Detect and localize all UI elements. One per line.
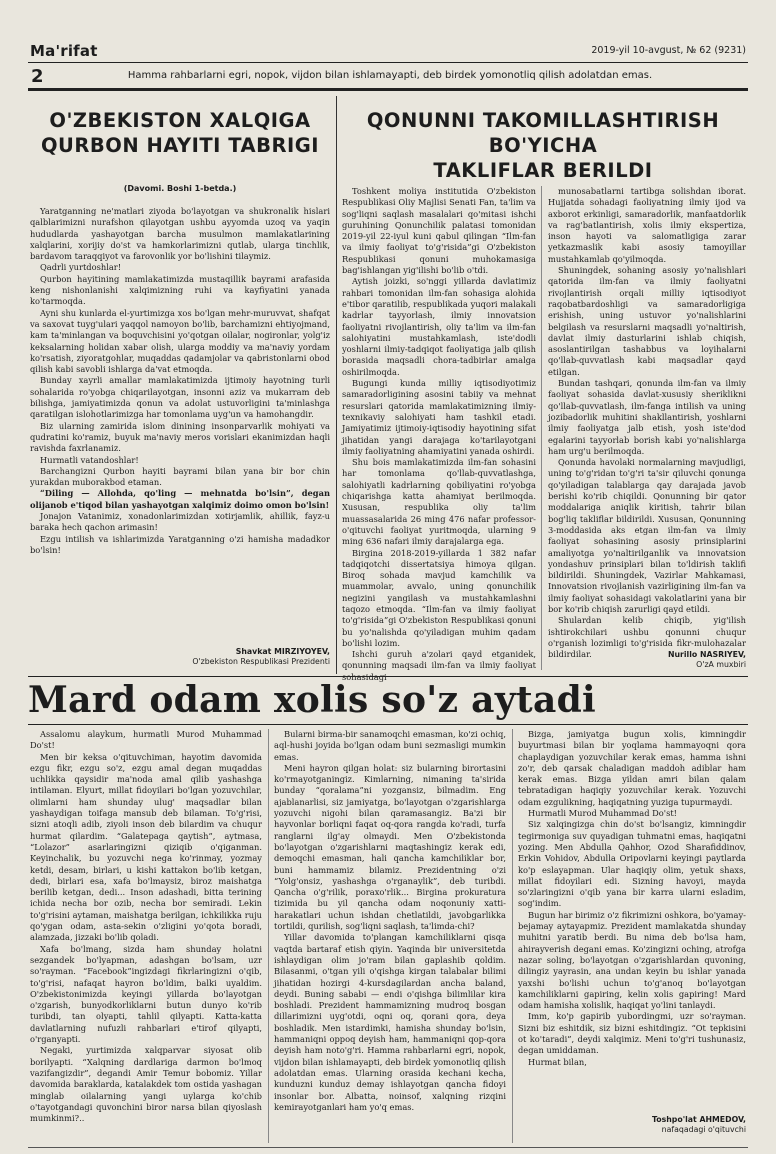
paragraph: Shulardan kelib chiqib, yig'ilish ishtirokchilari ushbu qonunni chuqur o'rganish lozimligi to'g'risida fikr-mulohazalar bildirdilar.	[548, 615, 746, 660]
paragraph: Men bir keksa o'qituvchiman, hayotim davomida ezgu fikr, ezgu so'z, ezgu amal degan muqaddas uchlikka qaysidir ma'noda amal qilib yashashga intilaman. Elyurt, millat fidoyilari bo'lgan yozuvchilar, olimlarni ham shunday ulug' maqsadlar bilan yashaydigan toifaga mansub deb bilaman. To'g'risi, sizni atoqli adib, ziyoli inson deb bilardim va chuqur hurmat qilardim. “Galatepaga qaytish”, aytmasa, “Lolazor” asarlaringizni qiziqib o'qiganman. Keyinchalik, bu yozuvchi nega ko'rinmay, yozmay ketdi, desam, birlari, u kishi kattakon bo'lib ketgan, dedi, birlari esa, xafa bo'lmaysiz, biroz maishatga berilib ketgan, dedi... Inson adashadi, bitta terining ichida necha bor ozib, necha bor semiradi. Lekin to'g'risini aytaman, maishatga berilgan, ichkilikka ruju qo'ygan odam, asta-sekin o'zligini yo'qota boradi, alamzada, jizzaki bo'lib qoladi.	[30, 751, 262, 943]
paragraph: Shu bois mamlakatimizda ilm-fan sohasini har tomonlama qo'llab-quvvatlashga, salohiyatli kadrlarning qobiliyatini ro'yobga chiqarishga katta ahamiyat berilmoqda. Xususan, respublika oliy ta'lim muassasalarida 26 ming 476 nafar professor-o'qituvchi faoliyat yuritmoqda, ularning 9 ming 636 nafari ilmiy darajalarga ega.	[342, 457, 536, 547]
article3-column-3	[518, 729, 746, 1107]
footer-rule	[28, 1147, 748, 1148]
paragraph: “Diling — Allohda, qo'ling — mehnatda bo'lsin”, degan olijanob e'tiqod bilan yashayotgan xalqimiz doimo omon bo'lsin!	[30, 488, 330, 510]
paragraph: Barchangizni Qurbon hayiti bayrami bilan yana bir bor chin yurakdan muborakbod etaman.	[30, 465, 330, 488]
paragraph: Yaratganning ne'matlari ziyoda bo'layotgan va shukronalik hislari qalblarimizni nurafshon qilayotgan ushbu ayyomda uzoq va yaqin hududlarda yashayotgan barcha musulmon mamlakatlarining xalqlarini, xorijiy do'st va hamkorlarimizni qutlab, ularga tinchlik, bardavom taraqqiyot va farovonlik yor bo'lishini tilaymiz.	[30, 206, 330, 262]
paragraph: Birgina 2018-2019-yillarda 1 382 nafar tadqiqotchi dissertatsiya himoya qilgan. Biroq sohada mavjud kamchilik va muammolar, avvalo, uning qonunchilik negizini yangilash va mustahkamlashni taqozo etmoqda. “Ilm-fan va ilmiy faoliyat to'g'risida”gi O'zbekiston Respublikasi qonuni bu yo'nalishda qo'yiladigan muhim qadam bo'lishi lozim.	[342, 547, 536, 648]
column-divider	[512, 729, 513, 1143]
newspaper-logo: Ma'rifat	[30, 42, 98, 60]
article3-column-2	[274, 729, 506, 1145]
paragraph: Assalomu alaykum, hurmatli Murod Muhammad Do'st!	[30, 729, 262, 751]
article1-title	[30, 108, 330, 158]
paragraph: Meni hayron qilgan holat: siz bularning birortasini ko'rmayotganingiz. Kimlarning, nimaning ta'sirida bunday “qoralama”ni yozgansiz, bilmadim. Eng ajablanarlisi, siz jamiyatga, bo'layotgan o'zgarishlarga yozuvchi nigohi bilan qaramasangiz. Ba'zi bir hayvonlar borliqni faqat oq-qora rangda ko'radi, turfa ranglarni ilg'ay olmaydi. Men O'zbekistonda bo'layotgan o'zgarishlarni maqtashingiz kerak edi, demoqchi emasman, hali qancha kamchiliklar bor, buni hammamiz bilamiz. Prezidentning o'zi “Yolg'onsiz, yashashga o'rganaylik”, deb turibdi. Qancha o'g'rilik, poraxo'rlik... Birgina prokuratura tizimida bu yil qancha odam noqonuniy xatti-harakatlari uchun ishdan chetlatildi, javobgarlikka tortildi, qurilish, sog'liqni saqlash, ta'limda-chi?	[274, 762, 506, 932]
article1-subtitle: (Davomi. Boshi 1-betda.)	[123, 184, 237, 193]
paragraph: Bularni birma-bir sanamoqchi emasman, ko'zi ochiq, aql-hushi joyida bo'lgan odam buni sezmasligi mumkin emas.	[274, 729, 506, 762]
article3-signature	[518, 1115, 746, 1135]
article2-author-role: O'zA muxbiri	[696, 660, 746, 669]
paragraph: Bizga, jamiyatga bugun xolis, kimningdir buyurtmasi bilan bir yoqlama hammayoqni qora chaplaydigan yozuvchilar kerak emas, hamma ishni zo'r, deb qarsak chaladigan maddoh adiblar ham kerak emas. Bizga yildan amri bilan qalam tebratadigan haqiqiy yozuvchilar kerak. Yozuvchi odam ezgulikning, haqiqatning yuziga tupurmaydi.	[518, 729, 746, 807]
paragraph: Yillar davomida to'plangan kamchiliklarni qisqa vaqtda bartaraf etish qiyin. Yaqinda bir universitetda ishlaydigan olim jo'ram bilan gaplashib qoldim. Bilasanmi, o'tgan yili o'qishga kirgan talabalar bilimi jihatidan hozirgi 4-kursdagilardan ancha baland, deydi. Buning sababi — endi o'qishga bilimlilar kira boshladi. Prezident hammamizning mudroq bosgan dillarimizni uyg'otdi, oqni oq, qorani qora, deya boshladik. Men istardimki, hamisha shunday bo'lsin, hammaniqni oppoq deyish ham, hammaniqni qop-qora deyish ham noto'g'ri. Hamma rahbarlarni egri, nopok, vijdon bilan ishlamayapti, deb birdek yomonotliq qilish adolatdan emas. Ularning orasida kechani kecha, kunduzni kunduz demay ishlayotgan qancha fidoyi insonlar bor. Albatta, noinsof, xalqning rizqini kemirayotganlari ham yo'q emas.	[274, 932, 506, 1112]
paragraph: Qurbon hayitining mamlakatimizda mustaqillik bayrami arafasida keng nishonlanishi xalqimizning ruhi va kayfiyatini yanada ko'tarmoqda.	[30, 273, 330, 307]
article2-title-line1: QONUNNI TAKOMILLASHTIRISH BO'YICHA	[366, 109, 720, 157]
article1-title-line2: QURBON HAYITI TABRIGI	[40, 134, 319, 157]
article3-title: Mard odam xolis so'z aytadi	[28, 679, 597, 721]
paragraph: Qadrli yurtdoshlar!	[40, 262, 122, 273]
paragraph: Bugun har birimiz o'z fikrimizni oshkora, bo'yamay-bejamay aytayapmiz. Prezident mamlakatda shunday muhitni yaratib berdi. Bu nima deb bo'lsa ham, ahirayverish degani emas. Ko'zingizni oching, atrofga nazar soling, bo'layotgan o'zgarishlardan quvoning, dilingiz yayrasin, ana undan keyin bu ishlar yanada yaxshi bo'lishi uchun to'g'anoq bo'layotgan kamchiliklarni gapiring, kelin xolis gapiring! Mard odam hamisha xolislik, haqiqat yo'lini tanlaydi.	[518, 909, 746, 1011]
section-rule	[28, 676, 748, 677]
paragraph: Hurmatli vatandoshlar!	[40, 454, 139, 465]
column-divider	[336, 96, 337, 674]
page-number: 2	[31, 66, 44, 87]
paragraph: Bundan tashqari, qonunda ilm-fan va ilmiy faoliyat sohasida davlat-xususiy sheriklikni qo'llab-quvvatlash, ilm-fanga intilish va uning jozibadorlik muhitini shakllantirish, yoshlarni ilmiy faoliyatga jalb etish, yosh iste'dod egalarini tayyorlab borish kabi yo'nalishlarga ham urg'u berilmoqda.	[548, 378, 746, 456]
paragraph: Biz ularning zamirida islom dinining insonparvarlik mohiyati va qudratini ko'ramiz, buyuk ma'naviy meros vorislari ekanimizdan haqli ravishda faxrlanamiz.	[30, 420, 330, 454]
article1-author-name: Shavkat MIRZIYOYEV,	[235, 647, 330, 656]
paragraph: Bunday xayrli amallar mamlakatimizda ijtimoiy hayotning turli sohalarida ro'yobga chiqarilayotgan, insonni aziz va mukarram deb bilishga, jamiyatimizda qonun va adolat ustuvorligini ta'minlashga qaratilgan islohotlarimizga har tomonlama uyg'un va hamohangdir.	[30, 375, 330, 420]
article1-signature	[30, 647, 330, 667]
masthead	[28, 42, 748, 62]
paragraph: Qonunda havolaki normalarning mavjudligi, uning to'g'ridan to'g'ri ta'sir qiluvchi qonunga qo'yiladigan talablarga qay darajada javob berishi ko'rib chiqildi. Qonunning bir qator moddalariga aniqlik kiritish, tahrir bilan bog'liq takliflar bildirildi. Xususan, Qonunning 3-moddasida aks etgan ilm-fan va ilmiy faoliyat sohasining asosiy prinsiplarini amaliyotga yo'naltirilganlik va innovatsion yondashuv prinsiplari bilan to'ldirish taklifi bildirildi. Shuningdek, Vazirlar Mahkamasi, Innovatsion rivojlanish vazirligining ilm-fan va ilmiy faoliyat sohasidagi vakolatlarini yana bir bor ko'rib chiqish zarurligi qayd etildi.	[548, 457, 746, 614]
paragraph: Imm, ko'p gapirib yubordingmi, uzr so'rayman. Sizni biz eshitdik, siz bizni eshitdingiz. “Ot tepkisini ot ko'taradi”, deydi xalqimiz. Meni to'g'ri tushunasiz, degan umiddaman.	[518, 1011, 746, 1056]
paragraph: Xafa bo'lmang, sizda ham shunday holatni sezgandek bo'lyapman, adashgan bo'lsam, uzr so'rayman. “Facebook”ingizdagi fikrlaringizni o'qib, to'g'risi, nafaqat hayron bo'ldim, balki uyaldim. O'zbekistonimizda keyingi yillarda bo'layotgan o'zgarish, bunyodkorliklarni butun dunyo ko'rib turibdi, tan olyapti, tahlil qilyapti. Katta-katta davlatlarning nufuzli rahbarlari e'tirof qilyapti, o'rganyapti.	[30, 943, 262, 1045]
article2-signature	[548, 650, 746, 670]
paragraph: Ishchi guruh a'zolari qayd etganidek, qonunning maqsadi ilm-fan va ilmiy faoliyat	[342, 649, 536, 671]
header-thick-rule	[28, 88, 748, 91]
article3-author-role: nafaqadagi o'qituvchi	[661, 1125, 746, 1134]
paragraph: Toshkent moliya institutida O'zbekiston Respublikasi Oliy Majlisi Senati Fan, ta'lim va sog'liqni saqlash masalalari qo'mitasi ishchi guruhining Qonunchilik palatasi tomonidan 2019-yil 22-iyul kuni qabul qilingan “Ilm-fan va ilmiy faoliyat to'g'risida”gi O'zbekiston Respublikasi qonuni muhokamasiga bag'ishlangan yig'ilishi bo'lib o'tdi.	[342, 186, 536, 276]
paragraph: Ezgu intilish va ishlarimizda Yaratganning o'zi hamisha madadkor bo'lsin!	[30, 533, 330, 555]
paragraph: Shuningdek, sohaning asosiy yo'nalishlari qatorida ilm-fan va ilmiy faoliyatni rivojlantirish orqali milliy iqtisodiyot raqobatbardoshligi va samaradorligiga erishish, uning ustuvor yo'nalishlarini belgilash va resurslarni maqsadli yo'naltirish, davlat ilmiy dasturlarini ishlab chiqish, asoslantirilgan tashabbus va loyihalarni qo'llab-quvvatlash kabi maqsadlar qayd etilgan.	[548, 265, 746, 377]
article1-title-line1: O'ZBEKISTON XALQIGA	[49, 109, 311, 132]
paragraph: Jonajon Vatanimiz, xonadonlarimizdan xotirjamlik, ahillik, fayz-u baraka hech qachon arimasin!	[30, 511, 330, 533]
paragraph: Siz xalqingizga chin do'st bo'lsangiz, kimningdir tegirmoniga suv quyadigan tuhmatni emas, haqiqatni yozing. Men Abdulla Qahhor, Ozod Sharafiddinov, Erkin Vohidov, Abdulla Oripovlarni keyingi paytlarda ko'p eslayapman. Ular haqiqiy olim, yetuk shaxs, millat fidoyilari edi. Sizning havoyi, mayda so'zlaringizni o'qib yana bir karra ularni esladim, sog'indim.	[518, 819, 746, 909]
article2-column-1	[342, 186, 536, 672]
article1-author-role: O'zbekiston Respublikasi Prezidenti	[192, 657, 330, 666]
article3-author-name: Toshpo'lat AHMEDOV,	[651, 1115, 746, 1124]
issue-info: 2019-yil 10-avgust, № 62 (9231)	[591, 45, 746, 56]
paragraph: Aytish joizki, so'nggi yillarda davlatimiz rahbari tomonidan ilm-fan sohasiga alohida e'tibor qaratilib, respublikada yuqori malakali kadrlar tayyorlash, ilmiy innovatsion faoliyatni rivojlantirish, oliy ta'lim va ilm-fan salohiyatini mustahkamlash, iste'dodli yoshlarni ilmiy-tadqiqot faoliyatiga jalb qilish borasida maqsadli chora-tadbirlar amalga oshirilmoqda.	[342, 276, 536, 377]
paragraph: Negaki, yurtimizda xalqparvar siyosat olib borilyapti. “Xalqning dardlariga darmon bo'lmoq vazifangizdir”, degandi Amir Temur bobomiz. Yillar davomida baraklarda, katalakdek tom ostida yashagan minglab oilalarning yangi uylarga ko'chib o'tayotgandagi quvonchini biror narsa bilan qiyoslash mumkinmi?..	[30, 1045, 262, 1124]
paragraph: Hurmatli Murod Muhammad Do'st!	[528, 808, 677, 819]
column-divider	[541, 186, 542, 670]
article2-author-name: Nurillo NASRIYEV,	[667, 650, 746, 659]
page-motto: Hamma rahbarlarni egri, nopok, vijdon bilan ishlamayapti, deb birdek yomonotliq qilish adolatdan emas.	[127, 70, 653, 81]
header-rule	[28, 62, 748, 63]
article2-title	[342, 108, 744, 183]
paragraph: munosabatlarni tartibga solishdan iborat. Hujjatda sohadagi faoliyatning ilmiy ijod va axborot erkinligi, samaradorlik, manfaatdorlik va rag'batlantirish, xolis ilmiy ekspertiza, inson hayoti va salomatligiga zarar yetkazmaslik kabi asosiy tamoyillar mustahkamlab qo'yilmoqda.	[548, 186, 746, 264]
paragraph: Bugungi kunda milliy iqtisodiyotimiz samaradorligining asosini tabiiy va mehnat resurslari qatorida mamlakatimizning ilmiy-texnikaviy salohiyati ham tashkil etadi. Jamiyatimiz ijtimoiy-iqtisodiy hayotining sifat jihatidan yangi darajaga ko'tarilayotgani ilmiy faoliyatning ahamiyatini yanada oshirdi.	[342, 378, 536, 456]
article2-title-line2: TAKLIFLAR BERILDI	[433, 159, 653, 182]
paragraph: Ayni shu kunlarda el-yurtimizga xos bo'lgan mehr-muruvvat, shafqat va saxovat tuyg'ulari yaqqol namoyon bo'lib, barchamizni ehtiyojmand, kam ta'minlangan va boquvchisini yo'qotgan oilalar, nogironlar, yolg'iz keksalarning holidan xabar olish, ularga moddiy va ma'naviy yordam ko'rsatish, ziyoratgohlar, muqaddas qadamjolar va qabristonlarni obod qilish kabi savobli ishlarga da'vat etmoqda.	[30, 307, 330, 375]
article3-column-1	[30, 729, 262, 1145]
article1-body	[30, 206, 330, 646]
section-rule	[28, 724, 748, 725]
column-divider	[268, 729, 269, 1143]
paragraph: Hurmat bilan,	[528, 1056, 587, 1067]
